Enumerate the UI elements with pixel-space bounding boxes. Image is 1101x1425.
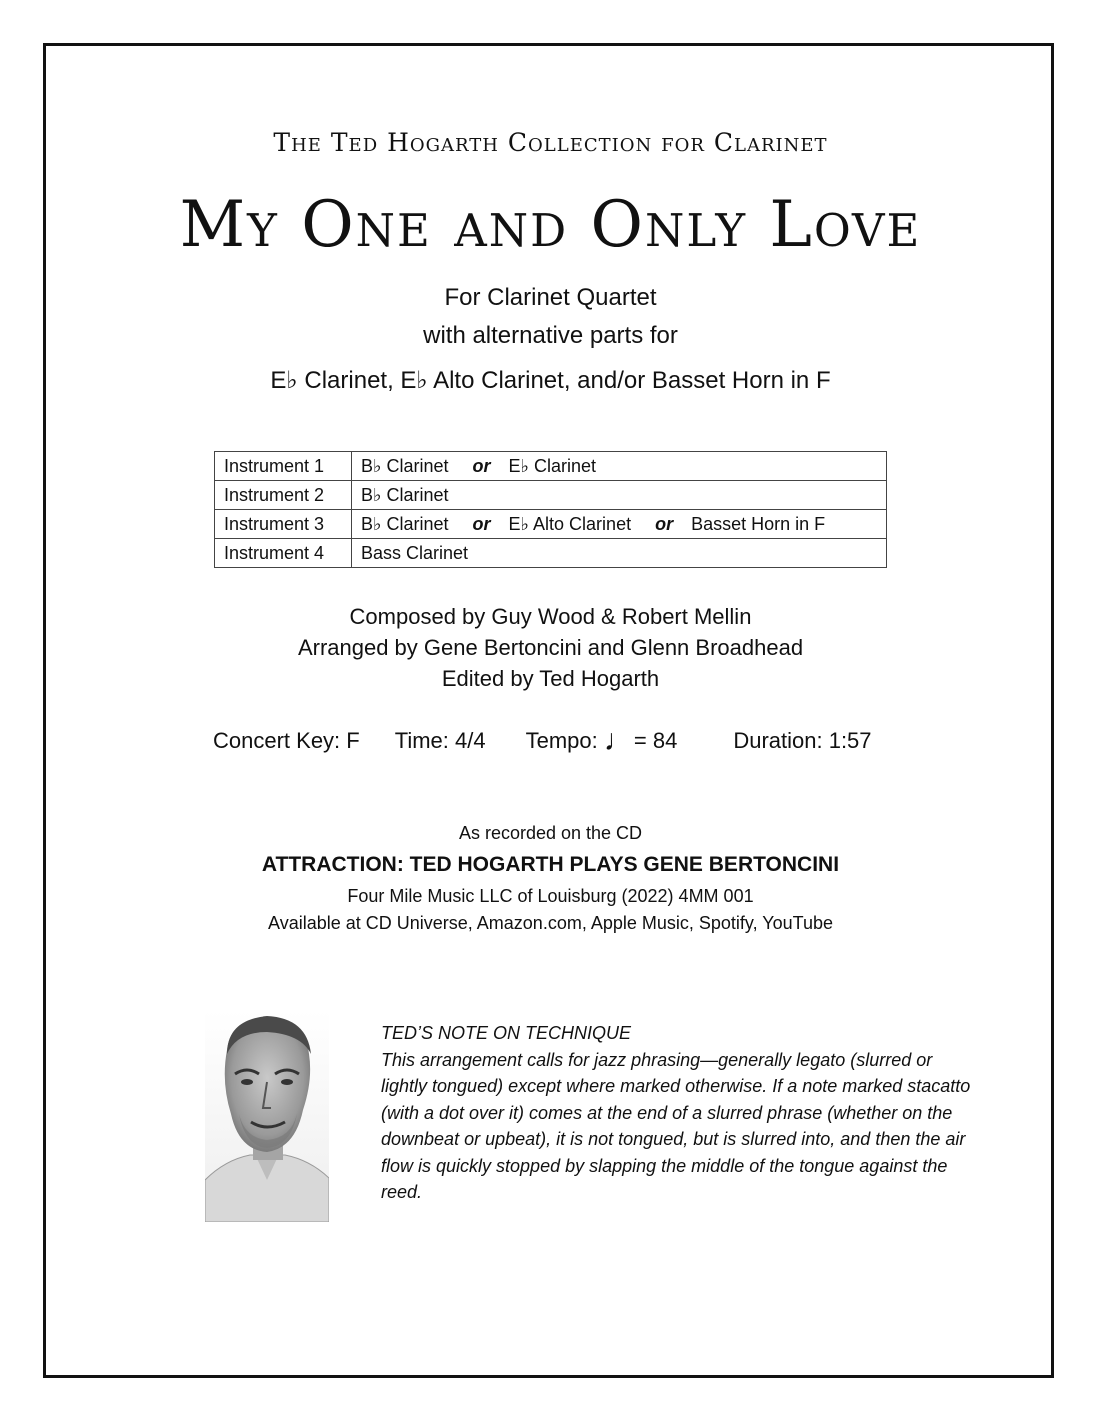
- technique-body: This arrangement calls for jazz phrasing—generally legato (slurred or lightly tongued) except where marked otherwise. If a note marked stacatto (with a dot over it) comes at the end of a slurred phrase (whether on the downbeat or upbeat), it is not tongued, but is slurred into, and then the air flow is quickly stopped by slapping the middle of the tongue against the reed.: [381, 1049, 971, 1202]
- or-word: or: [655, 513, 674, 534]
- credits: [0, 601, 1101, 694]
- or-word: or: [472, 513, 491, 534]
- table-row: [215, 452, 887, 481]
- performance-info: [213, 724, 872, 757]
- instrument-parts: [352, 452, 887, 481]
- table-row: [215, 510, 887, 539]
- cd-availability: Available at CD Universe, Amazon.com, Apple Music, Spotify, YouTube: [268, 913, 833, 933]
- composer-credit: Composed by Guy Wood & Robert Mellin: [349, 604, 752, 629]
- instrument-parts: [352, 481, 887, 510]
- duration: Duration: 1:57: [733, 728, 872, 753]
- instrument-label: Instrument 4: [215, 539, 352, 568]
- collection-title: The Ted Hogarth Collection for Clarinet: [273, 128, 828, 157]
- editor-credit: Edited by Ted Hogarth: [441, 666, 660, 691]
- instrument-parts: [352, 539, 887, 568]
- time-signature: Time: 4/4: [394, 728, 486, 753]
- subtitle-line-1: For Clarinet Quartet: [444, 284, 657, 311]
- technique-heading: TED’S NOTE ON TECHNIQUE: [381, 1023, 632, 1043]
- part-name: Basset Horn in F: [691, 513, 826, 534]
- tempo-value: = 84: [633, 728, 678, 753]
- arranger-credit: Arranged by Gene Bertoncini and Glenn Broadhead: [297, 635, 804, 660]
- part-name: E♭ Alto Clarinet: [508, 513, 632, 534]
- instrument-label: Instrument 2: [215, 481, 352, 510]
- concert-key: Concert Key: F: [213, 728, 360, 753]
- instrument-label: Instrument 1: [215, 452, 352, 481]
- cd-title: ATTRACTION: TED HOGARTH PLAYS GENE BERTONCINI: [261, 853, 840, 876]
- subtitle-line-3: E♭ Clarinet, E♭ Alto Clarinet, and/or Basset Horn in F: [270, 367, 831, 394]
- author-photo: [205, 1010, 329, 1222]
- cd-intro: As recorded on the CD: [458, 823, 643, 843]
- instrument-table: [214, 451, 887, 568]
- part-name: B♭ Clarinet: [361, 484, 449, 505]
- subtitle-line-2: with alternative parts for: [423, 322, 678, 349]
- instrument-label: Instrument 3: [215, 510, 352, 539]
- or-word: or: [472, 455, 491, 476]
- part-name: E♭ Clarinet: [508, 455, 597, 476]
- page-title: My One and Only Love: [179, 188, 922, 262]
- tempo-label: Tempo:: [525, 728, 598, 753]
- part-name: B♭ Clarinet: [361, 455, 449, 476]
- part-name: Bass Clarinet: [361, 542, 469, 563]
- table-row: [215, 481, 887, 510]
- quarter-note-icon: ♩: [603, 724, 634, 757]
- table-row: [215, 539, 887, 568]
- part-name: B♭ Clarinet: [361, 513, 449, 534]
- instrument-parts: [352, 510, 887, 539]
- technique-note: [381, 1020, 981, 1206]
- cd-label: Four Mile Music LLC of Louisburg (2022) 4MM 001: [347, 886, 754, 906]
